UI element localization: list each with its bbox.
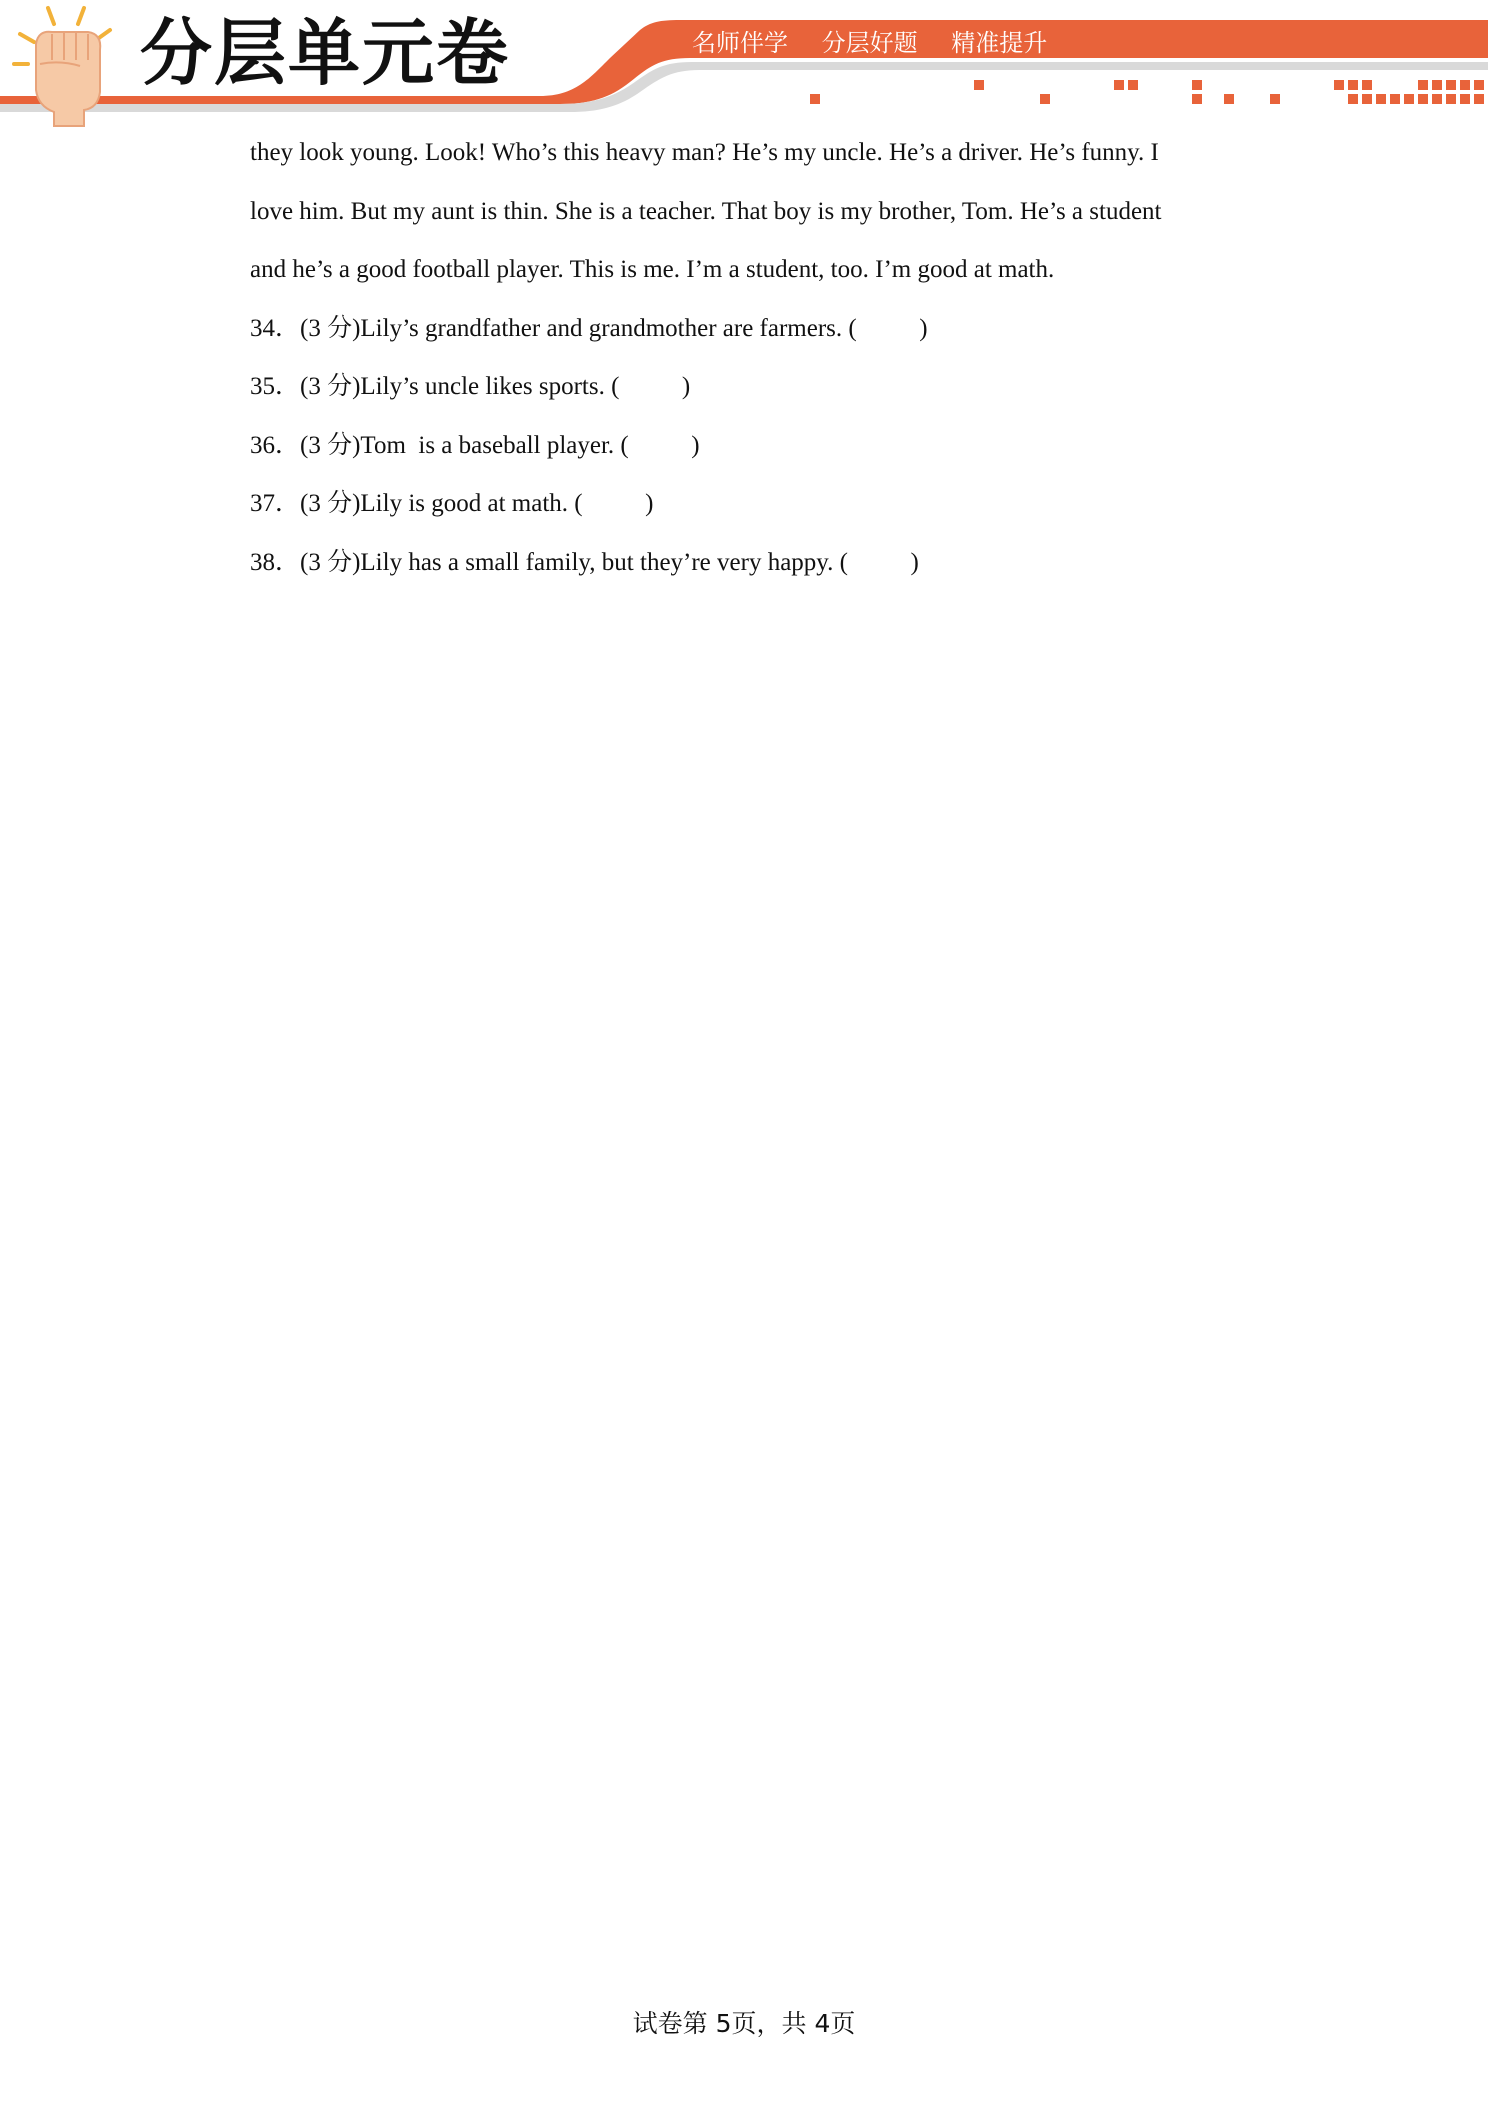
slogan-2: 分层好题 <box>821 29 918 57</box>
slogan-3: 精准提升 <box>951 29 1048 57</box>
close-paren: ) <box>681 373 691 400</box>
question-35 <box>250 358 1250 417</box>
slogan-1: 名师伴学 <box>692 29 788 57</box>
question-text: (3 分)Lily has a small family, but they’re very happy. ( <box>300 548 849 576</box>
close-paren: ) <box>919 314 928 342</box>
answer-blank[interactable] <box>857 315 920 342</box>
question-number: 35． <box>250 373 301 400</box>
question-number: 34． <box>250 314 301 342</box>
question-text: (3 分)Tom is a baseball player. ( <box>300 431 629 459</box>
question-38 <box>250 534 1250 593</box>
passage-line-2: love him. But my aunt is thin. She is a teacher. That boy is my brother, Tom. He’s a student <box>250 197 1162 225</box>
question-number: 38． <box>250 548 301 576</box>
passage-line-1: they look young. Look! Who’s this heavy man? He’s my uncle. He’s a driver. He’s funny. I <box>250 139 1159 166</box>
question-34 <box>250 300 1250 359</box>
header-banner <box>0 0 1488 130</box>
answer-blank[interactable] <box>619 373 682 400</box>
answer-blank[interactable] <box>848 549 911 576</box>
close-paren: ) <box>910 548 919 576</box>
answer-blank[interactable] <box>629 432 692 459</box>
question-text: (3 分)Lily’s grandfather and grandmother are farmers. ( <box>300 314 857 342</box>
answer-blank[interactable] <box>583 490 646 517</box>
question-36 <box>250 417 1250 476</box>
question-number: 37． <box>250 490 301 517</box>
exam-content <box>250 124 1250 592</box>
close-paren: ) <box>645 490 654 517</box>
page-footer: 试卷第 5页，共 4页 <box>632 2009 856 2038</box>
question-37 <box>250 475 1250 534</box>
question-text: (3 分)Lily is good at math. ( <box>300 490 583 517</box>
passage-line-3: and he’s a good football player. This is me. I’m a student, too. I’m good at math. <box>250 256 1055 283</box>
fist-logo-icon <box>0 0 130 130</box>
close-paren: ) <box>691 431 700 459</box>
banner-slogan <box>692 26 1073 60</box>
question-list <box>250 300 1250 593</box>
question-number: 36． <box>250 431 301 459</box>
question-text: (3 分)Lily’s uncle likes sports. ( <box>300 373 620 400</box>
brand-title: 分层单元卷 <box>140 11 511 95</box>
